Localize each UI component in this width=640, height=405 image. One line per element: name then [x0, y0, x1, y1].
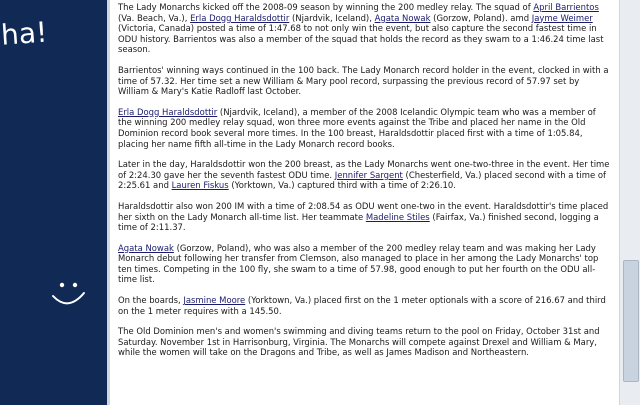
- doodle-ha-text: ha!: [0, 15, 49, 52]
- link-agata-nowak[interactable]: Agata Nowak: [374, 12, 431, 23]
- text-span: (Njardvik, Iceland),: [289, 12, 375, 23]
- paragraph-100-back: Barrientos' winning ways continued in the 100 back. The Lady Monarch record holder in the event, clocked in with a time of 57.32. Her time set a new William & Mary pool record, surpassing the previous record of 57.97 set by William & Mary's Katie Radloff last October.: [118, 64, 609, 97]
- text-span: (Njardvik, Iceland), a member of the 2008 Icelandic Olympic team who was a member of the winning 200 medley relay squad, won three more events against the Tribe and placed her name in the Old Dominion record book several more times. In the 100 breast, Haraldsdottir placed first with a time of 1:05.84, placing her name fifth all-time in the Lady Monarch record books.: [118, 106, 596, 149]
- link-agata-nowak-2[interactable]: Agata Nowak: [118, 242, 174, 253]
- paragraph-200-im: [118, 201, 611, 233]
- link-april-barrientos[interactable]: April Barrientos: [533, 2, 599, 12]
- text-span: (Yorktown, Va.) placed first on the 1 meter optionals with a score of 216.67 and third on the 1 meter requires with a 145.50.: [118, 295, 606, 316]
- text-span: The Lady Monarchs kicked off the 2008-09 season by winning the 200 medley relay. The squad of: [118, 2, 534, 12]
- smiley-face-icon: [53, 283, 84, 304]
- paragraph-diving: [118, 295, 611, 316]
- text-span: Later in the day, Haraldsdottir won the 200 breast, as the Lady Monarchs went one-two-three in the event. Her time of 2:24.30 gave her the seventh fastest ODU time.: [118, 159, 610, 180]
- paragraph-nowak-fly: [118, 243, 611, 285]
- text-span: (Chesterfield, Va.) placed second with a time of 2:25.61 and: [118, 169, 606, 191]
- link-erla-dogg-haraldsdottir[interactable]: Erla Dogg Haraldsdottir: [190, 12, 290, 23]
- paragraph-medley-relay: [118, 2, 611, 55]
- link-lauren-fiskus[interactable]: Lauren Fiskus: [171, 180, 229, 191]
- paragraph-200-breast: [118, 159, 611, 191]
- text-span: (Victoria, Canada) posted a time of 1:47.68 to not only win the event, but also capture the second fastest time in ODU history. Barrientos was also a member of the squad that holds the record as they swam to a 1:46.24 time last season.: [118, 23, 604, 55]
- text-span: (Gorzow, Poland), who was also a member of the 200 medley relay team and was making her Lady Monarch debut following her transfer from Clemson, also managed to place in her among the Lady Monarchs' top ten times. Competing in the 100 fly, she swam to a time of 57.98, good enough to put her fourth on the ODU all-time list.: [118, 242, 599, 285]
- sidebar-panel: [0, 0, 107, 405]
- text-span: (Gorzow, Poland). amd: [430, 12, 532, 23]
- link-jasmine-moore[interactable]: Jasmine Moore: [183, 295, 246, 306]
- text-span: (Fairfax, Va.) finished second, logging a time of 2:11.37.: [118, 211, 599, 233]
- text-span: (Yorktown, Va.) captured third with a time of 2:26.10.: [228, 180, 456, 191]
- text-span: Haraldsdottir also won 200 IM with a time of 2:08.54 as ODU went one-two in the event. Haraldsdottir's time placed her sixth on the Lady Monarch all-time list. Her teammate: [118, 200, 609, 222]
- link-erla-dogg-haraldsdottir-2[interactable]: Erla Dogg Haraldsdottir: [118, 106, 218, 117]
- link-jennifer-sargent[interactable]: Jennifer Sargent: [334, 169, 403, 180]
- text-span: (Va. Beach, Va.),: [118, 12, 191, 23]
- link-madeline-stiles[interactable]: Madeline Stiles: [365, 211, 430, 222]
- text-span: On the boards,: [118, 295, 184, 306]
- article-content: [107, 0, 619, 405]
- vertical-scrollbar[interactable]: [619, 0, 640, 405]
- scrollbar-thumb[interactable]: [623, 260, 639, 382]
- doodle-drawing: [0, 0, 107, 405]
- paragraph-haraldsdottir-breast: [118, 107, 611, 149]
- paragraph-next-meet: The Old Dominion men's and women's swimming and diving teams return to the pool on Friday, October 31st and Saturday. November 1st in Harrisonburg, Virginia. The Monarchs will compete against Drexel and William & Mary, while the women will take on the Dragons and Tribe, as well as James Madison and Northeastern.: [118, 326, 600, 358]
- link-jayme-weimer[interactable]: Jayme Weimer: [531, 12, 593, 23]
